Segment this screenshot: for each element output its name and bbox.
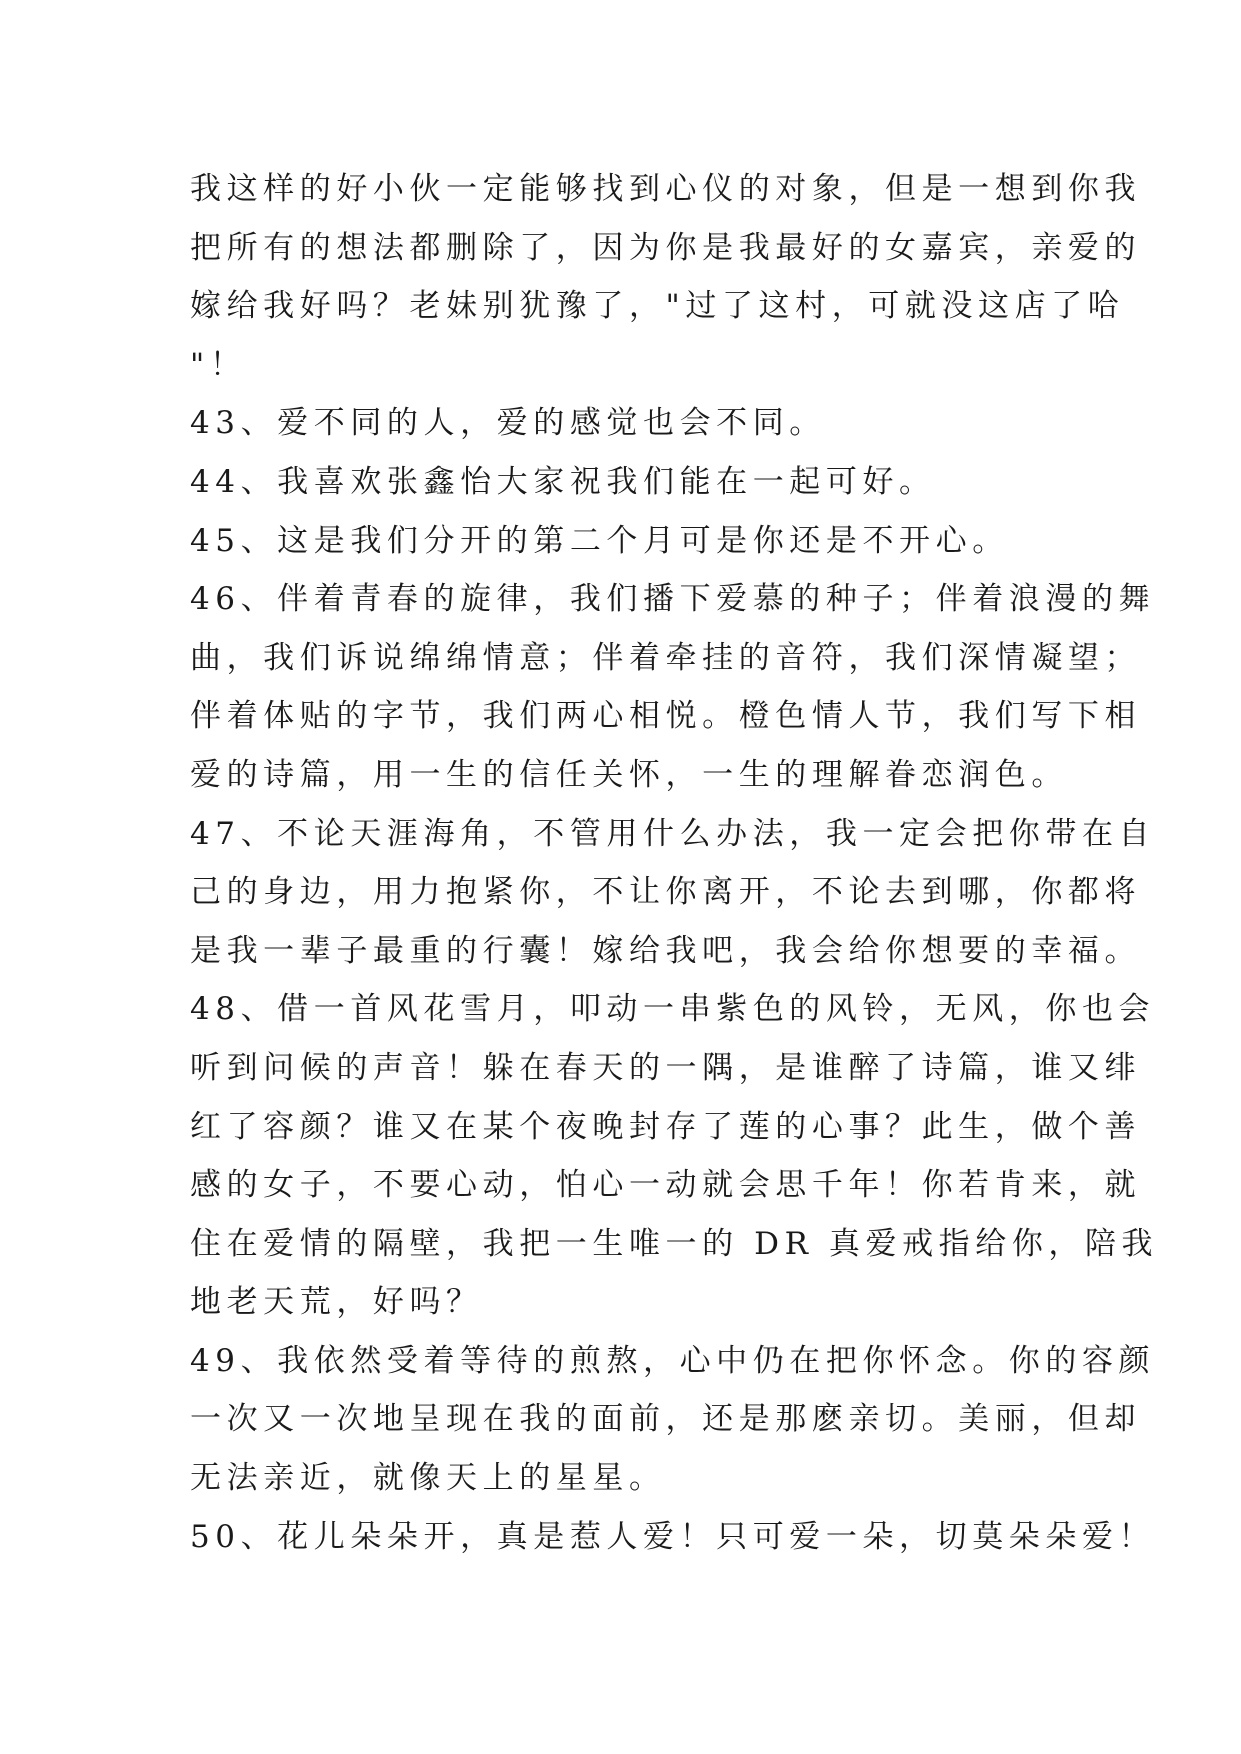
text-line: 45、这是我们分开的第二个月可是你还是不开心。 — [190, 522, 1009, 559]
text-line: 一次又一次地呈现在我的面前，还是那麽亲切。美丽，但却 — [190, 1401, 1142, 1438]
text-line: 把所有的想法都删除了，因为你是我最好的女嘉宾，亲爱的 — [190, 229, 1142, 266]
text-line: 地老天荒，好吗？ — [190, 1284, 483, 1321]
text-line: 爱的诗篇，用一生的信任关怀，一生的理解眷恋润色。 — [190, 756, 1068, 793]
text-line: 住在爱情的隔壁，我把一生唯一的 DR 真爱戒指给你，陪我 — [190, 1225, 1159, 1262]
text-line: 嫁给我好吗？老妹别犹豫了，"过了这村，可就没这店了哈 — [190, 288, 1125, 325]
text-line: 伴着体贴的字节，我们两心相悦。橙色情人节，我们写下相 — [190, 698, 1142, 735]
text-line: 红了容颜？谁又在某个夜晚封存了莲的心事？此生，做个善 — [190, 1108, 1142, 1145]
text-line: 曲，我们诉说绵绵情意；伴着牵挂的音符，我们深情凝望； — [190, 639, 1142, 676]
text-line: 50、花儿朵朵开，真是惹人爱！只可爱一朵，切莫朵朵爱！ — [190, 1518, 1156, 1555]
text-line: 听到问候的声音！躲在春天的一隅，是谁醉了诗篇，谁又绯 — [190, 1049, 1142, 1086]
text-line: 48、借一首风花雪月，叩动一串紫色的风铃，无风，你也会 — [190, 991, 1156, 1028]
text-line: 47、不论天涯海角，不管用什么办法，我一定会把你带在自 — [190, 815, 1156, 852]
text-line: 感的女子，不要心动，怕心一动就会思千年！你若肯来，就 — [190, 1167, 1142, 1204]
body-text — [190, 160, 1159, 1566]
text-line: 无法亲近，就像天上的星星。 — [190, 1460, 666, 1497]
text-line: 44、我喜欢张鑫怡大家祝我们能在一起可好。 — [190, 463, 936, 500]
text-line: 是我一辈子最重的行囊！嫁给我吧，我会给你想要的幸福。 — [190, 932, 1142, 969]
text-line: 己的身边，用力抱紧你，不让你离开，不论去到哪，你都将 — [190, 874, 1142, 911]
text-line: 43、爱不同的人，爱的感觉也会不同。 — [190, 405, 826, 442]
text-line: 我这样的好小伙一定能够找到心仪的对象，但是一想到你我 — [190, 171, 1142, 207]
text-line: 46、伴着青春的旋律，我们播下爱慕的种子；伴着浪漫的舞 — [190, 581, 1156, 618]
text-line: "！ — [190, 346, 247, 383]
text-line: 49、我依然受着等待的煎熬，心中仍在把你怀念。你的容颜 — [190, 1342, 1156, 1379]
